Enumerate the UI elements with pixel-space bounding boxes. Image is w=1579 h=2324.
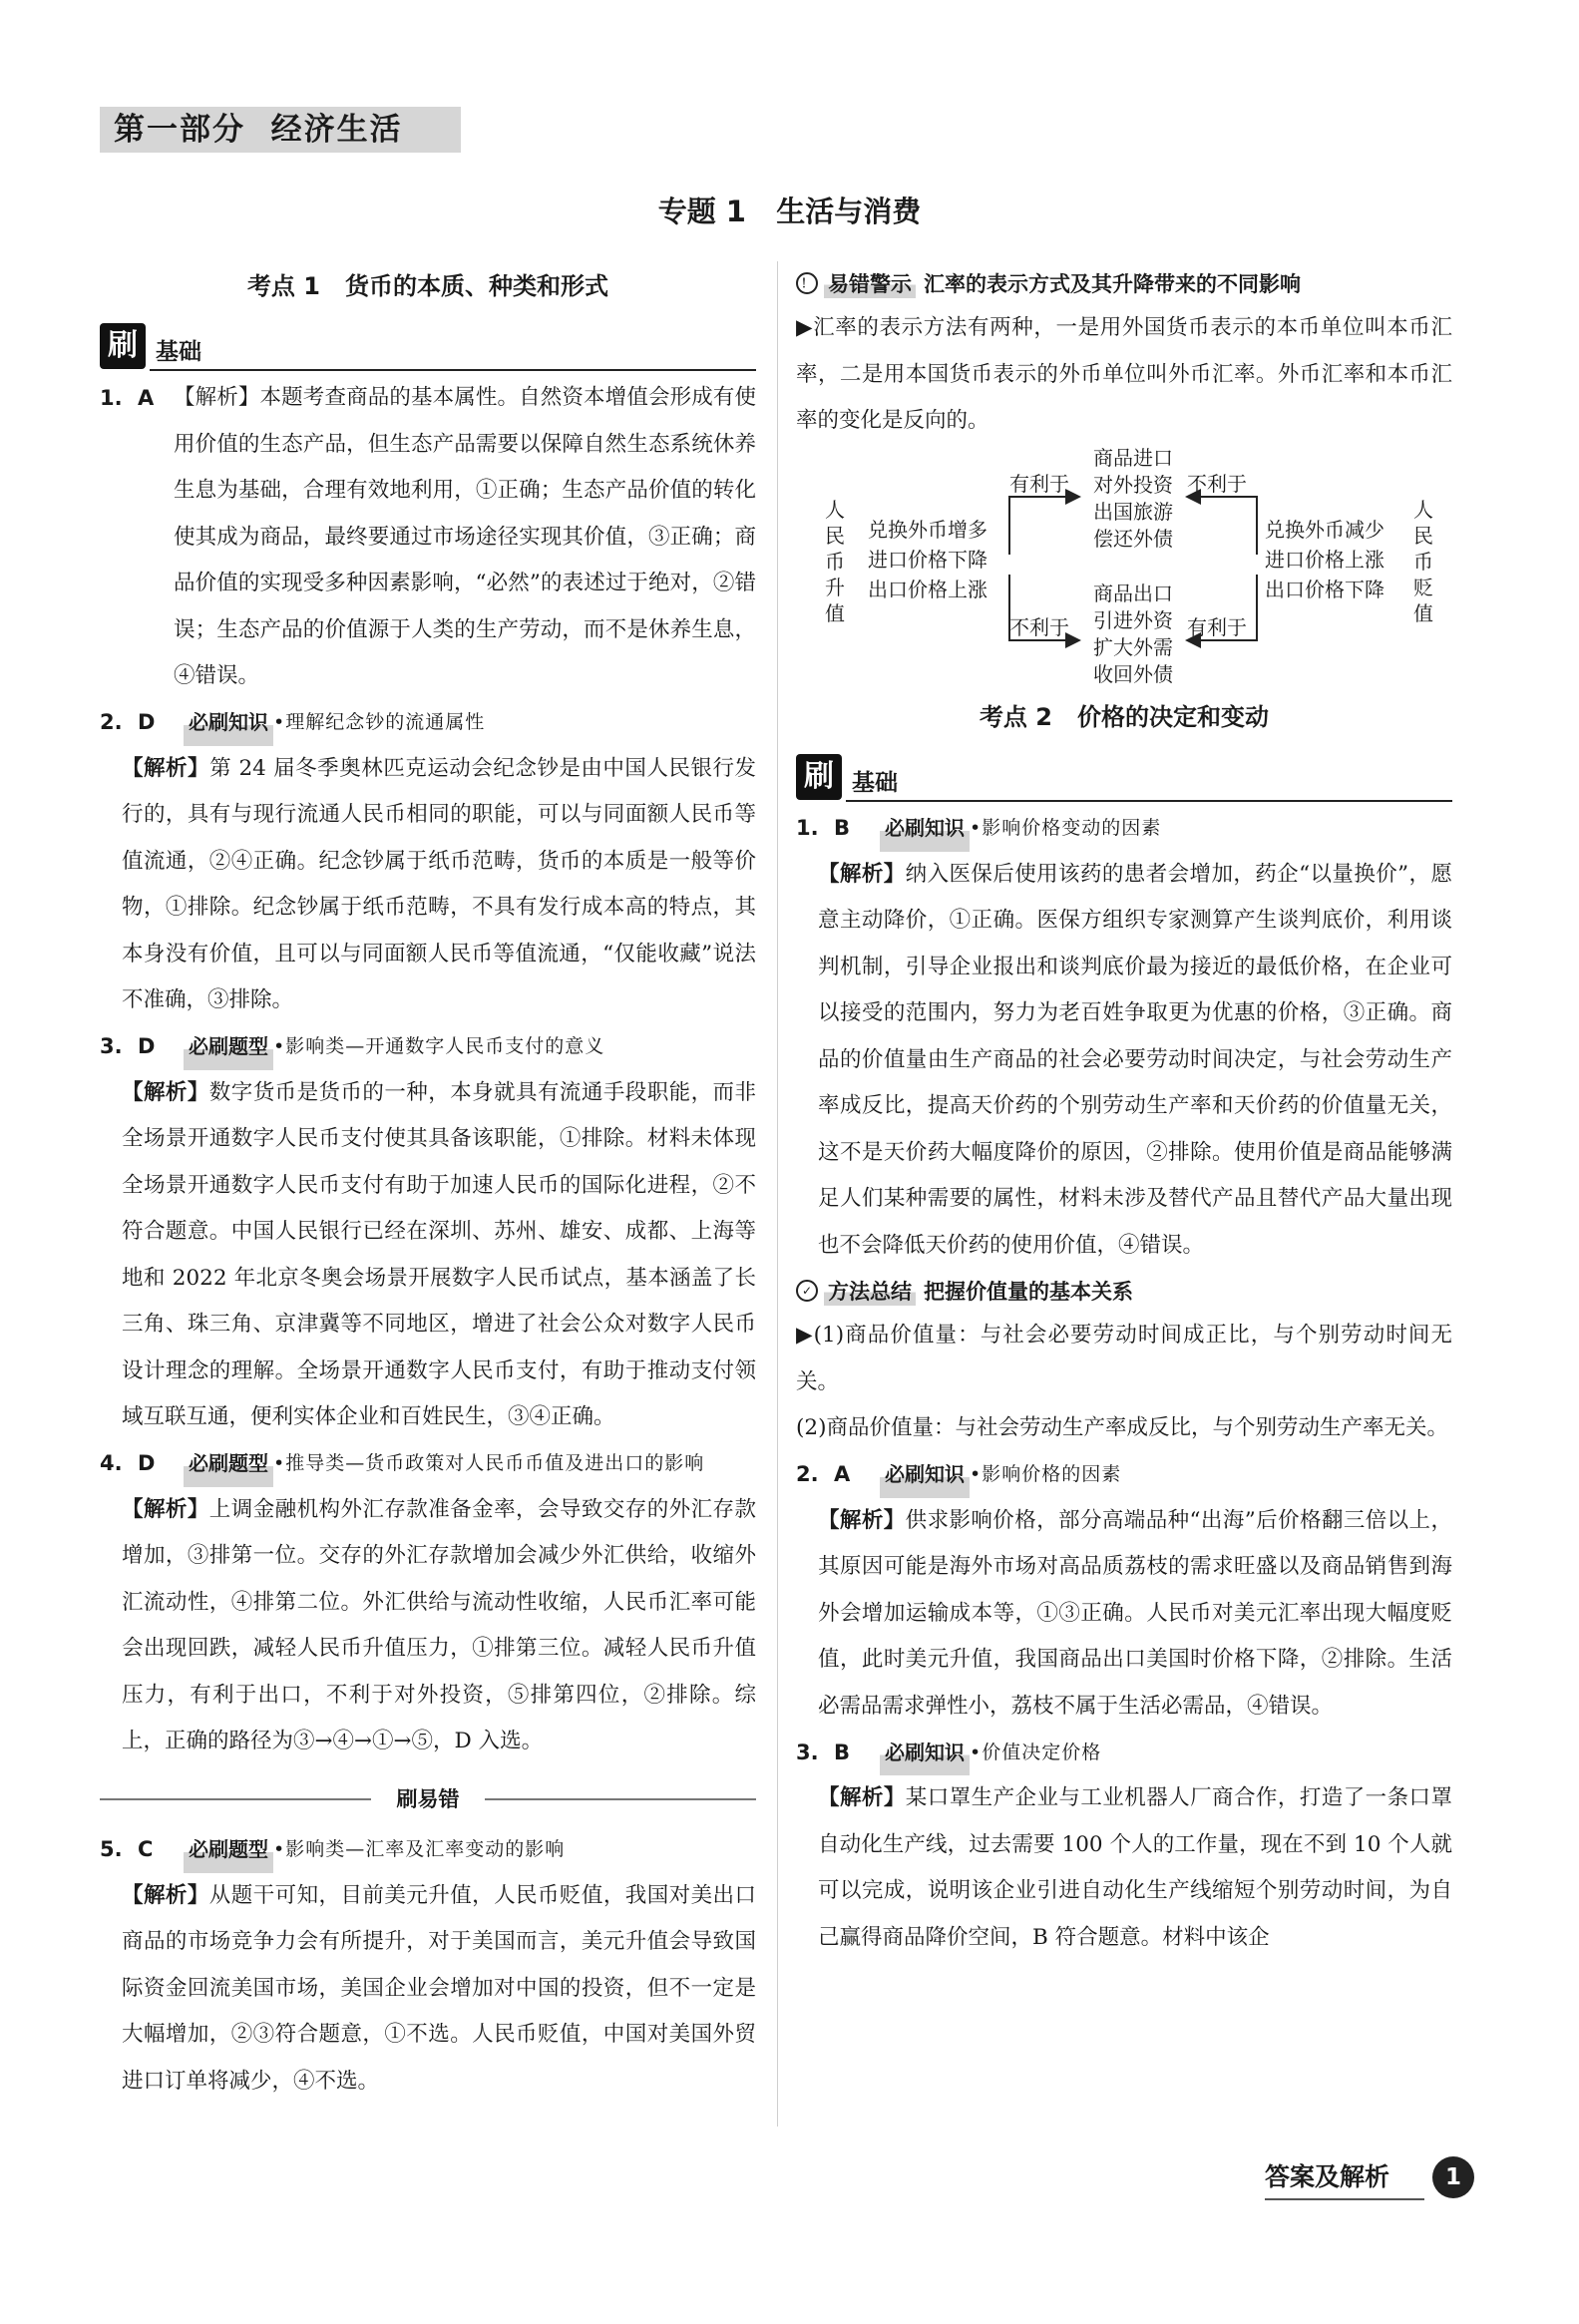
part-title: 第一部分 经济生活: [100, 107, 461, 153]
answer-item-2: [100, 700, 756, 1024]
question-number: 2.: [100, 710, 123, 735]
knowledge-tag: 必刷知识: [184, 699, 273, 746]
tip-line-2: (2)商品价值量：与社会劳动生产率成反比，与个别劳动生产率无关。: [796, 1415, 1448, 1440]
question-number: 5.: [100, 1837, 123, 1862]
diagram-arrows: [796, 445, 1452, 692]
knowledge-tag: 必刷知识: [880, 1730, 970, 1776]
question-number: 1.: [796, 816, 819, 841]
analysis-label: 【解析】: [818, 1507, 906, 1533]
question-type-tag: 必刷题型: [184, 1023, 273, 1070]
section-label: 基础: [156, 339, 201, 365]
tip-title: 把握价值量的基本关系: [924, 1280, 1133, 1304]
label-top-right: 不利于: [1187, 471, 1247, 496]
exchange-rate-diagram: [796, 445, 1452, 692]
label-bottom-right: 有利于: [1187, 614, 1247, 639]
question-number: 3.: [796, 1740, 819, 1764]
tip-header-method: [796, 1269, 1452, 1313]
tag-topic: •推导类—货币政策对人民币币值及进出口的影响: [273, 1452, 705, 1475]
tip-header-error: [796, 261, 1452, 305]
answer-item-1: [796, 806, 1452, 1270]
kaodian-1-title: 考点 1 货币的本质、种类和形式: [246, 272, 609, 300]
knowledge-tag: 必刷知识: [880, 805, 970, 852]
question-number: 3.: [100, 1034, 123, 1059]
answer-letter: B: [834, 1740, 851, 1764]
label-top-left: 有利于: [1009, 471, 1069, 496]
right-box-text: 兑换外币减少 进口价格上涨 出口价格下降: [1265, 517, 1384, 601]
answer-item-5: [100, 1827, 756, 2106]
question-type-tag: 必刷题型: [184, 1826, 273, 1873]
tip-body: [796, 305, 1452, 445]
section-rule: [150, 369, 756, 371]
tip-line-1: ▶(1)商品价值量：与社会必要劳动时间成正比，与个别劳动时间无关。: [796, 1323, 1452, 1394]
explanation-text: 从题干可知，目前美元升值，人民币贬值，我国对美出口商品的市场竞争力会有所提升，对于美国而言，美元升值会导致国际资金回流美国市场，美国企业会增加对中国的投资，但不一定是大幅增加，②③符合题意，①不选。人民币贬值，中国对美国外贸进口订单将减少，④不选。: [122, 1882, 756, 2094]
shua-badge: 刷: [796, 754, 842, 800]
tag-topic: •影响类—开通数字人民币支付的意义: [273, 1035, 605, 1058]
right-column: [796, 261, 1452, 1961]
explanation-text: 第 24 届冬季奥林匹克运动会纪念钞是由中国人民银行发行的，具有与现行流通人民币相同的职能，可以与同面额人民币等值流通，②④正确。纪念钞属于纸币范畴，货币的本质是一般等价物，①排除。纪念钞属于纸币范畴，不具有发行成本高的特点，其本身没有价值，且可以与同面额人民币等值流通，“仅能收藏”说法不准确，③排除。: [122, 755, 756, 1012]
label-bottom-left: 不利于: [1009, 614, 1069, 639]
answer-letter: A: [138, 386, 155, 410]
page-footer: [1265, 2152, 1461, 2202]
analysis-label: 【解析】: [818, 861, 906, 887]
section-header-basic: [796, 748, 1452, 806]
question-number: 1.: [100, 386, 123, 410]
tag-topic: •理解纪念钞的流通属性: [273, 711, 486, 734]
top-box-text: 商品进口 对外投资 出国旅游 偿还外债: [1093, 445, 1173, 551]
page-number: 1: [1432, 2156, 1474, 2198]
answer-letter: D: [138, 1034, 156, 1059]
topic-title: 专题 1 生活与消费: [657, 194, 922, 228]
analysis-label: 【解析】: [818, 1785, 906, 1810]
tip-body: [796, 1313, 1452, 1452]
tag-topic: •影响类—汇率及汇率变动的影响: [273, 1838, 566, 1861]
answer-letter: D: [138, 1451, 156, 1476]
error-prone-divider: [100, 1771, 756, 1827]
kaodian-2-title: 考点 2 价格的决定和变动: [979, 702, 1270, 731]
bottom-box-text: 商品出口 引进外资 扩大外需 收回外债: [1093, 581, 1173, 686]
left-vertical-label: 人民币升值: [825, 497, 845, 625]
answer-item-3: [796, 1730, 1452, 1961]
explanation-text: 某口罩生产企业与工业机器人厂商合作，打造了一条口罩自动化生产线，过去需要 100 个人的工作量，现在不到 10 个人就可以完成，说明该企业引进自动化生产线缩短个别劳动时间，为自己赢得商品降价空间，B 符合题意。材料中该企: [818, 1785, 1452, 1950]
column-divider: [777, 261, 778, 2127]
check-icon: ✓: [796, 1280, 818, 1302]
warning-icon: ！: [796, 272, 818, 294]
tip-badge: 方法总结: [824, 1276, 916, 1306]
tip-badge: 易错警示: [824, 268, 916, 298]
shua-badge: 刷: [100, 323, 146, 369]
explanation-text: 纳入医保后使用该药的患者会增加，药企“以量换价”，愿意主动降价，①正确。医保方组织专家测算产生谈判底价，利用谈判机制，引导企业报出和谈判底价最为接近的最低价格，在企业可以接受的范围内，努力为老百姓争取更为优惠的价格，③正确。商品的价值量由生产商品的社会必要劳动时间决定，与社会劳动生产率成反比，提高天价药的个别劳动生产率和天价药的价值量无关，这不是天价药大幅度降价的原因，②排除。使用价值是商品能够满足人们某种需要的属性，材料未涉及替代产品且替代产品大量出现也不会降低天价药的使用价值，④错误。: [818, 861, 1452, 1258]
divider-line-right: [485, 1798, 756, 1800]
tag-topic: •价值决定价格: [970, 1741, 1102, 1763]
footer-label: 答案及解析: [1265, 2162, 1390, 2191]
section-rule: [846, 800, 1452, 802]
section-label: 基础: [852, 769, 898, 796]
answer-item-3: [100, 1024, 756, 1441]
answer-letter: B: [834, 816, 851, 841]
explanation-text: 数字货币是货币的一种，本身就具有流通手段职能，而非全场景开通数字人民币支付使其具备该职能，①排除。材料未体现全场景开通数字人民币支付有助于加速人民币的国际化进程，②不符合题意。中国人民银行已经在深圳、苏州、雄安、成都、上海等地和 2022 年北京冬奥会场景开展数字人民币试点，基本涵盖了长三角、珠三角、京津冀等不同地区，增进了社会公众对数字人民币设计理念的理解。全场景开通数字人民币支付，有助于推动支付领域互联互通，便利实体企业和百姓民生，③④正确。: [122, 1079, 756, 1429]
footer-rule: [1265, 2198, 1424, 2200]
left-box-text: 兑换外币增多 进口价格下降 出口价格上涨: [868, 517, 987, 601]
section-header-basic: [100, 317, 756, 375]
tip-title: 汇率的表示方式及其升降带来的不同影响: [924, 272, 1301, 296]
right-vertical-label: 人民币贬值: [1413, 497, 1433, 625]
question-number: 4.: [100, 1451, 123, 1476]
tag-topic: •影响价格的因素: [970, 1463, 1122, 1486]
analysis-label: 【解析】: [122, 1496, 209, 1522]
analysis-label: 【解析】: [122, 1882, 209, 1908]
explanation-text: 上调金融机构外汇存款准备金率，会导致交存的外汇存款增加，③排第一位。交存的外汇存款增加会减少外汇供给，收缩外汇流动性，④排第二位。外汇供给与流动性收缩，人民币汇率可能会出现回跌，减轻人民币升值压力，①排第三位。减轻人民币升值压力，有利于出口，不利于对外投资，⑤排第四位，②排除。综上，正确的路径为③→④→①→⑤，D 入选。: [122, 1496, 756, 1753]
answer-item-4: [100, 1441, 756, 1765]
tag-topic: •影响价格变动的因素: [970, 817, 1162, 840]
answer-letter: A: [834, 1462, 851, 1487]
tip-text: ▶汇率的表示方法有两种，一是用外国货币表示的本币单位叫本币汇率，二是用本国货币表示的外币单位叫外币汇率。外币汇率和本币汇率的变化是反向的。: [796, 315, 1452, 433]
knowledge-tag: 必刷知识: [880, 1451, 970, 1498]
explanation-text: 【解析】本题考查商品的基本属性。自然资本增值会形成有使用价值的生态产品，但生态产品需要以保障自然生态系统休养生息为基础，合理有效地利用，①正确；生态产品价值的转化使其成为商品，最终要通过市场途径实现其价值，③正确；商品价值的实现受多种因素影响，“必然”的表述过于绝对，②错误；生态产品的价值源于人类的生产劳动，而不是休养生息，④错误。: [174, 385, 756, 688]
error-prone-label: 刷易错: [396, 1786, 460, 1811]
answer-item-1: [100, 375, 756, 700]
left-column: [100, 261, 756, 2105]
answer-letter: C: [138, 1837, 154, 1862]
question-type-tag: 必刷题型: [184, 1440, 273, 1487]
explanation-text: 供求影响价格，部分高端品种“出海”后价格翻三倍以上，其原因可能是海外市场对高品质荔枝的需求旺盛以及商品销售到海外会增加运输成本等，①③正确。人民币对美元汇率出现大幅度贬值，此时美元升值，我国商品出口美国时价格下降，②排除。生活必需品需求弹性小，荔枝不属于生活必需品，④错误。: [818, 1507, 1452, 1719]
answer-item-2: [796, 1452, 1452, 1731]
analysis-label: 【解析】: [122, 1079, 209, 1105]
answer-letter: D: [138, 710, 156, 735]
analysis-label: 【解析】: [122, 755, 210, 781]
question-number: 2.: [796, 1462, 819, 1487]
